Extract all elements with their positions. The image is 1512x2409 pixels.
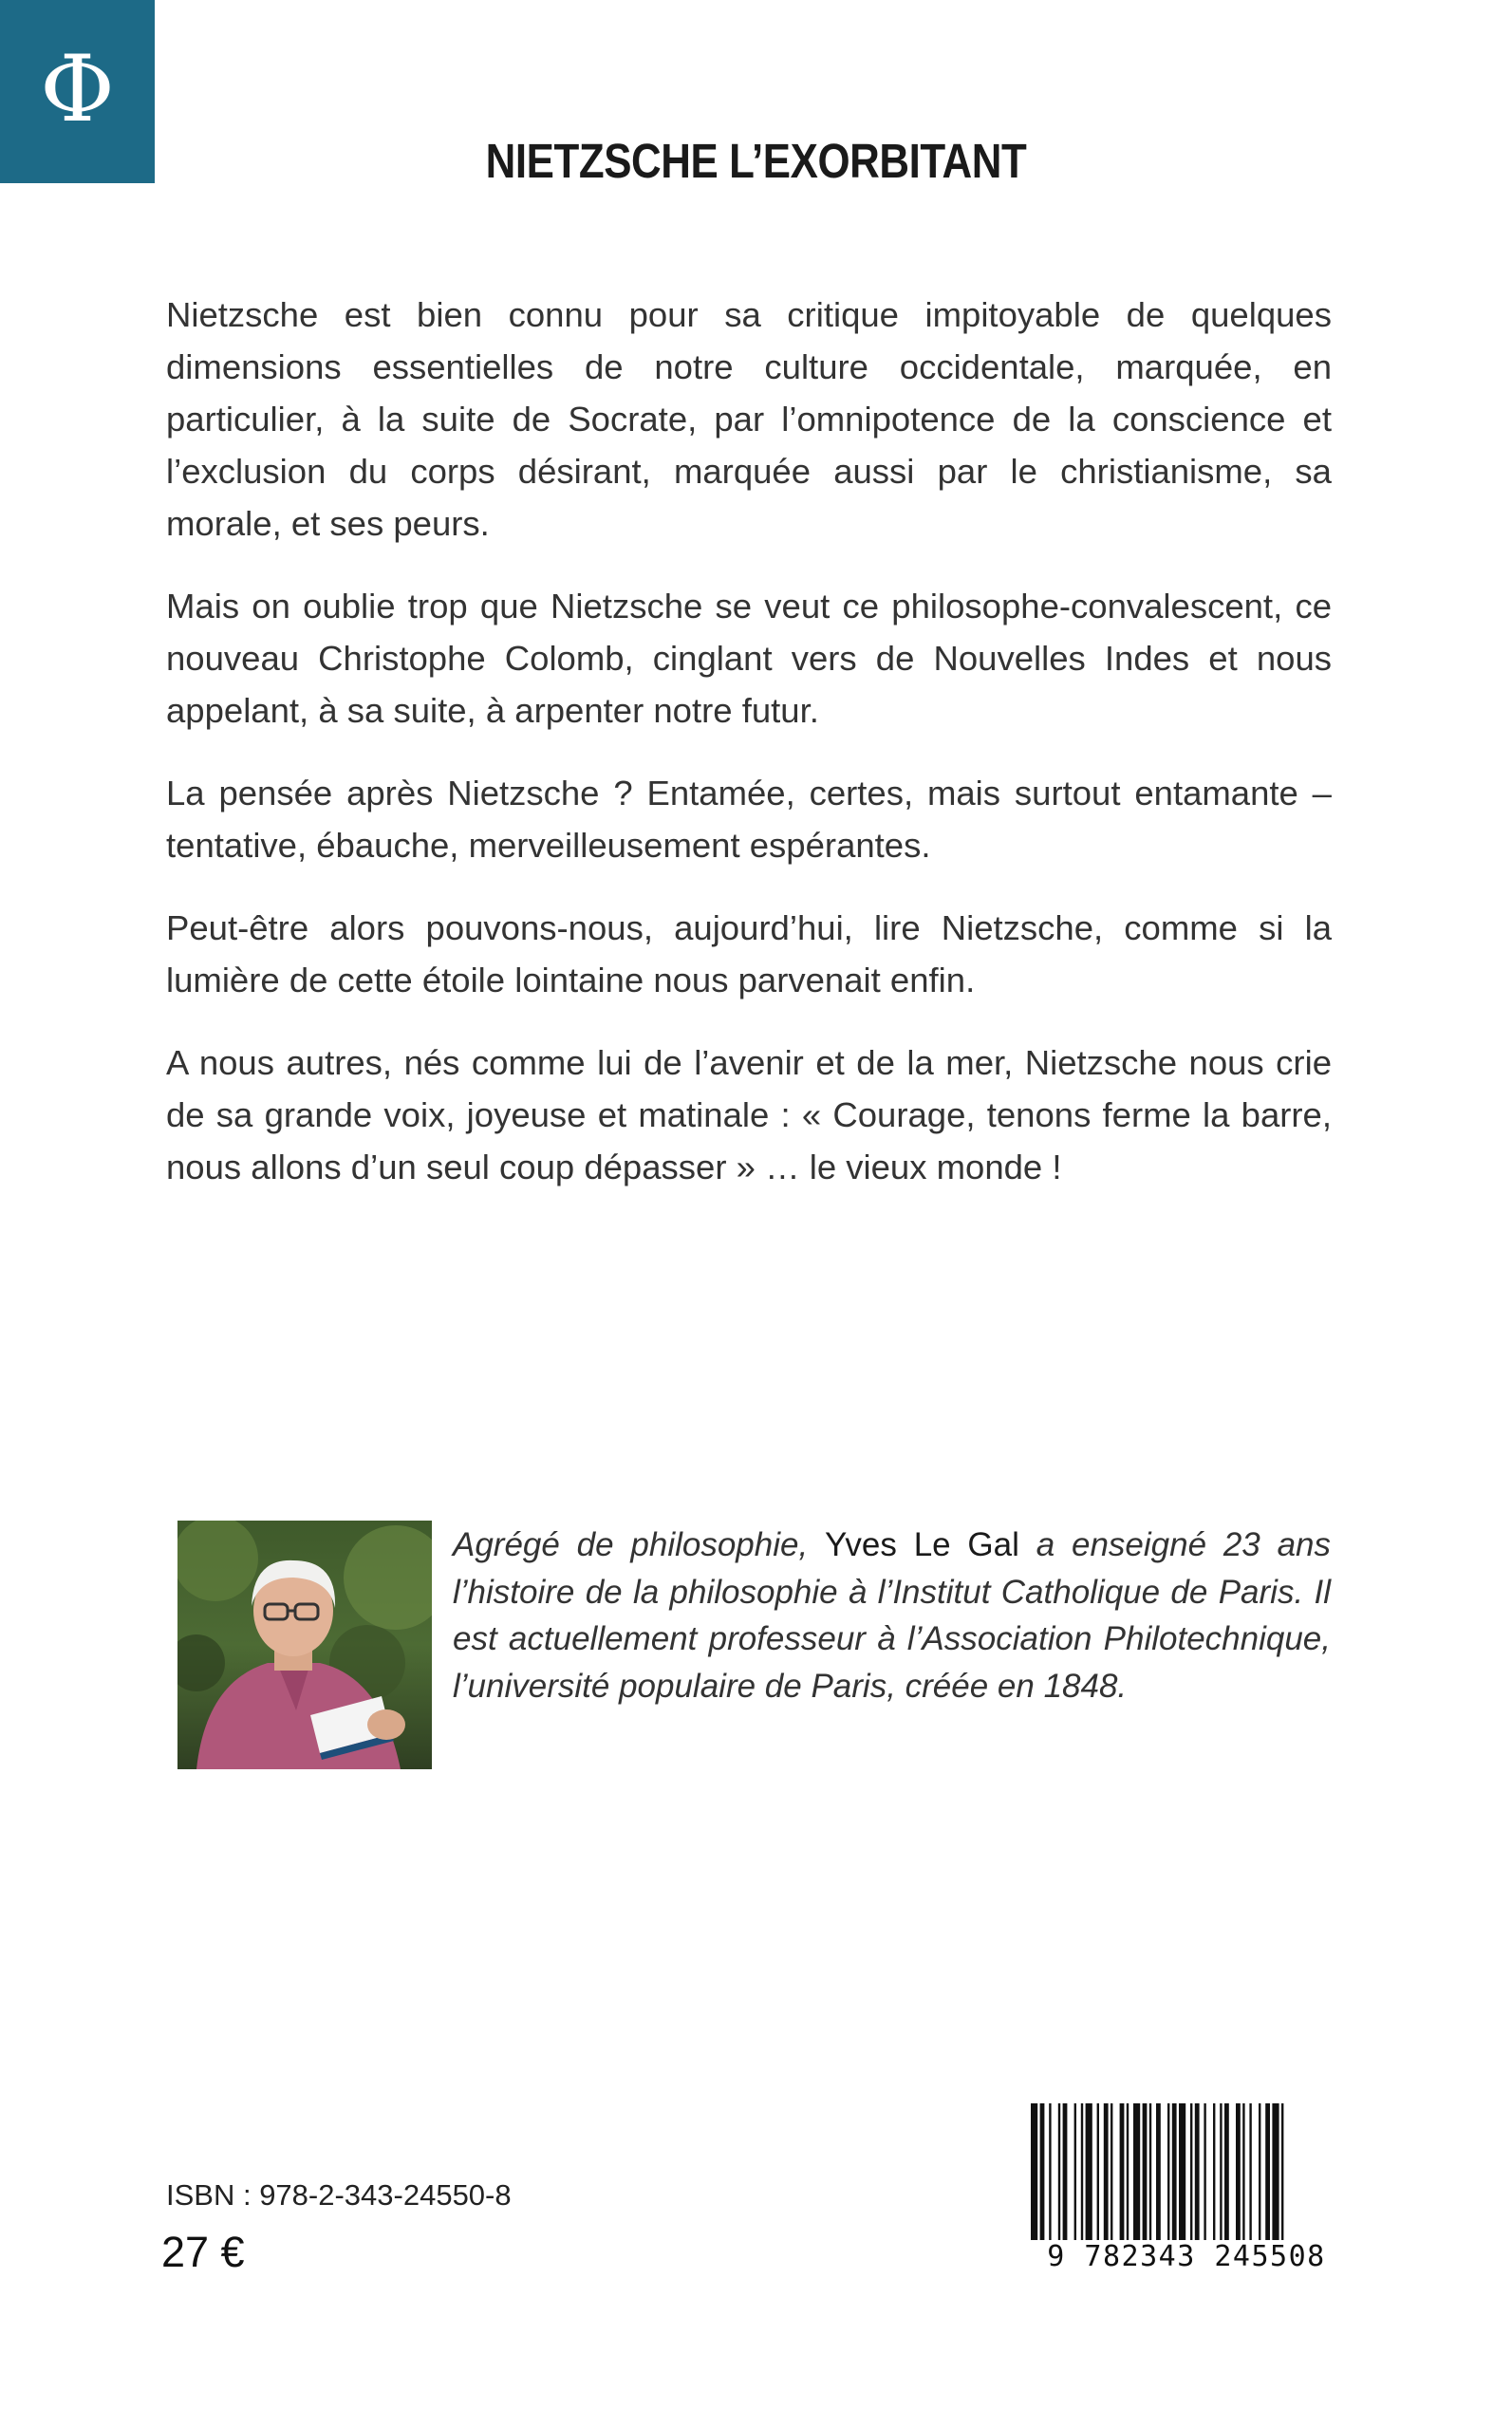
barcode-bars	[1025, 2103, 1348, 2246]
price: 27 €	[161, 2228, 245, 2276]
barcode-bar	[1063, 2103, 1068, 2246]
bio-text: a enseigné 23 ans l’histoire de la philosophie à l’Institut Catholique de Paris. Il est actuellement professeur à l’Association Philotechnique, l’université populaire de Paris, créée en 1848.	[453, 1526, 1332, 1705]
paragraph-4: Peut-être alors pouvons-nous, aujourd’hui, lire Nietzsche, comme si la lumière de cette étoile lointaine nous parvenait enfin.	[166, 908, 1332, 999]
back-cover-text	[166, 289, 1332, 1223]
barcode-bar	[1167, 2103, 1169, 2246]
paragraph-5: A nous autres, nés comme lui de l’avenir et de la mer, Nietzsche nous crie de sa grande voix, joyeuse et matinale : « Courage, tenons ferme la barre, nous allons d’un seul coup dépasser » … le vieux monde !	[166, 1043, 1332, 1186]
barcode-bar	[1179, 2103, 1185, 2246]
barcode-bar	[1213, 2103, 1215, 2246]
barcode-bar	[1104, 2103, 1109, 2246]
barcode-bar	[1127, 2103, 1129, 2246]
barcode-bar	[1204, 2103, 1205, 2246]
barcode-bar	[1242, 2103, 1244, 2246]
barcode-bar	[1272, 2103, 1279, 2246]
barcode-bar	[1156, 2103, 1161, 2246]
barcode-bar	[1086, 2103, 1092, 2246]
paragraph-2: Mais on oublie trop que Nietzsche se veut ce philosophe-convalescent, ce nouveau Christophe Colomb, cinglant vers de Nouvelles Indes et nous appelant, à sa suite, à arpenter notre futur.	[166, 587, 1332, 730]
phi-logo-icon: Φ	[40, 35, 115, 142]
author-photo	[177, 1521, 432, 1769]
book-title: NIETZSCHE L’EXORBITANT	[485, 134, 1027, 188]
barcode-bar	[1074, 2103, 1076, 2246]
author-name: Yves Le Gal	[825, 1526, 1019, 1563]
barcode-bar	[1249, 2103, 1251, 2246]
paragraph-3: La pensée après Nietzsche ? Entamée, certes, mais surtout entamante – tentative, ébauche, merveilleusement espérantes.	[166, 774, 1332, 865]
barcode-bar	[1149, 2103, 1151, 2246]
barcode-bar	[1220, 2103, 1222, 2246]
barcode-bar	[1143, 2103, 1148, 2246]
barcode-bar	[1058, 2103, 1060, 2246]
barcode-bar	[1049, 2103, 1051, 2246]
barcode-bar	[1172, 2103, 1177, 2246]
barcode-bar	[1259, 2103, 1260, 2246]
barcode-digits: 9 782343 245508	[1025, 2240, 1348, 2273]
barcode-bar	[1265, 2103, 1270, 2246]
barcode-bar	[1281, 2103, 1283, 2246]
barcode-bar	[1031, 2103, 1037, 2246]
barcode-bar	[1133, 2103, 1140, 2246]
paragraph-1: Nietzsche est bien connu pour sa critique impitoyable de quelques dimensions essentielles de notre culture occidentale, marquée, en particulier, à la suite de Socrate, par l’omnipotence de la conscience et l’exclusion du corps désirant, marquée aussi par le christianisme, sa morale, et ses peurs.	[166, 295, 1332, 543]
barcode-bar	[1040, 2103, 1045, 2246]
barcode-bar	[1097, 2103, 1099, 2246]
isbn: ISBN : 978-2-343-24550-8	[166, 2178, 512, 2212]
barcode-bar	[1224, 2103, 1229, 2246]
bio-intro: Agrégé de philosophie,	[453, 1526, 826, 1563]
barcode-bar	[1190, 2103, 1192, 2246]
barcode-bar	[1120, 2103, 1125, 2246]
barcode-bar	[1081, 2103, 1083, 2246]
author-bio	[453, 1522, 1331, 1709]
barcode-bar	[1195, 2103, 1200, 2246]
barcode-bar	[1111, 2103, 1112, 2246]
barcode-bar	[1236, 2103, 1241, 2246]
